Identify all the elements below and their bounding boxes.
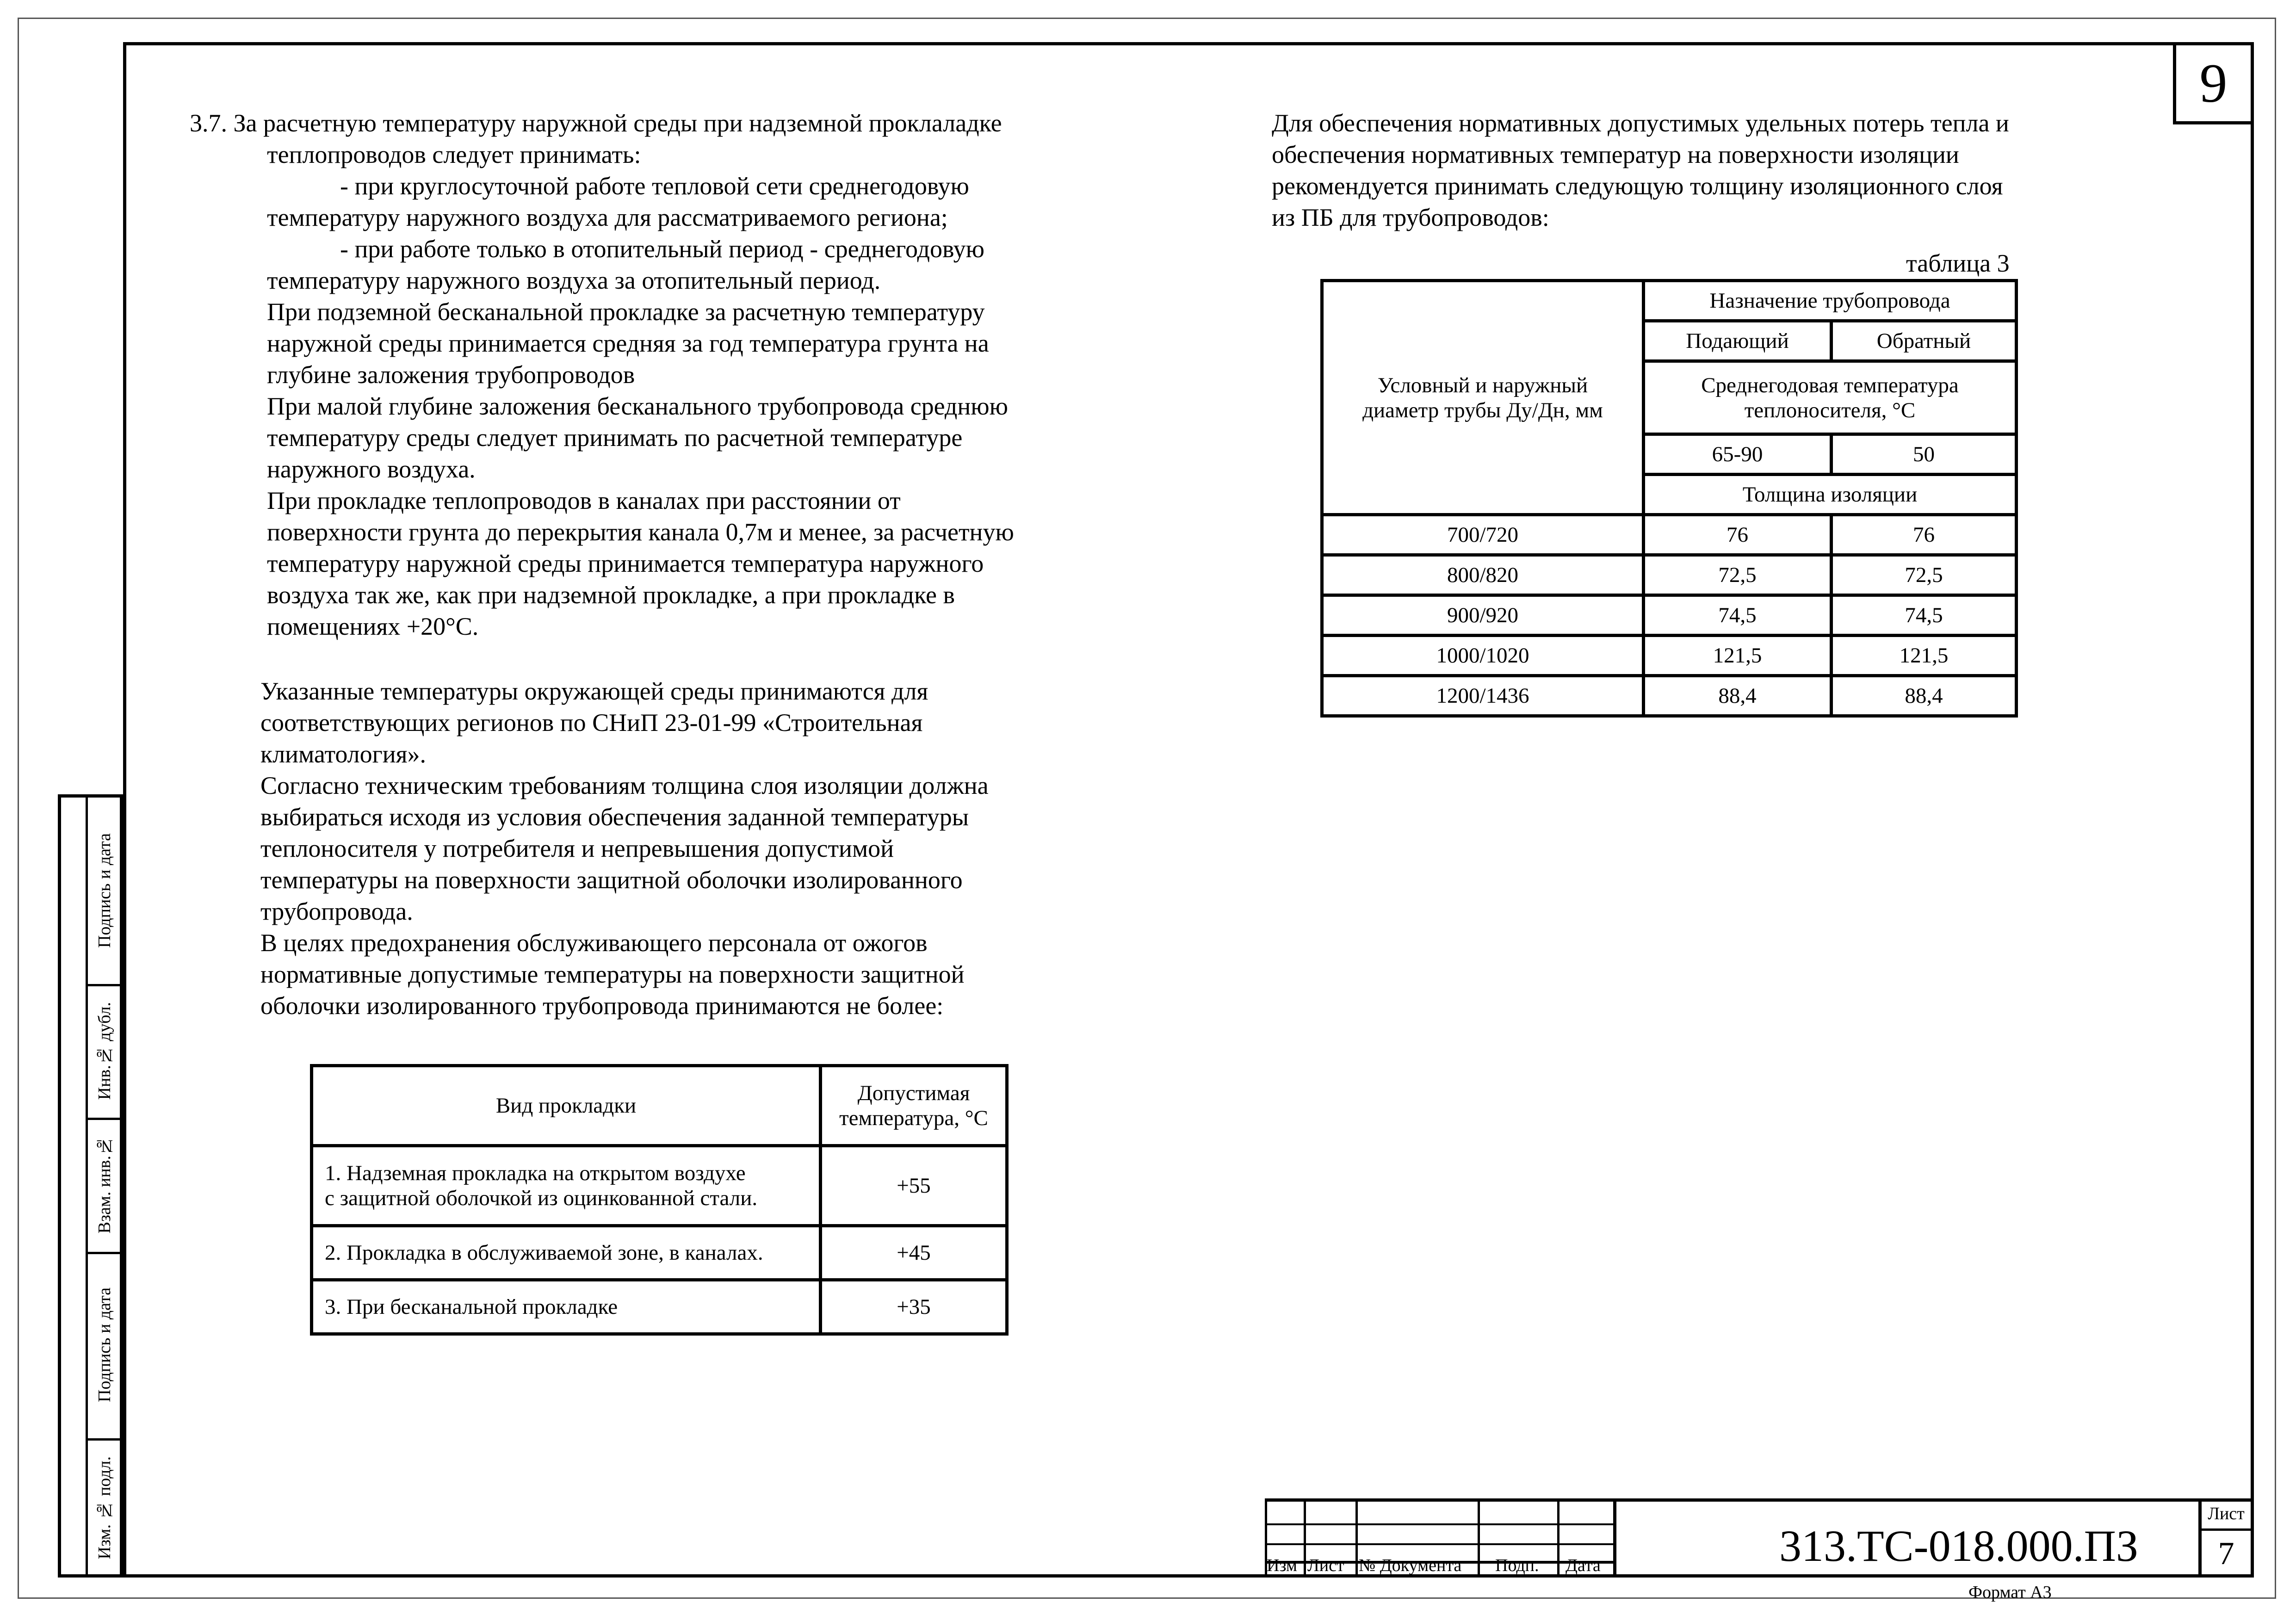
title-block <box>1265 1498 2254 1578</box>
strip-label-orig-inv: Изм. № подл. <box>94 1456 114 1559</box>
table-allowed-temperatures <box>310 1064 1009 1336</box>
table-row: 2. Прокладка в обслуживаемой зоне, в каналах. +45 <box>312 1226 1007 1280</box>
left-text-second-block: Указанные температуры окружающей среды принимаются для соответствующих регионов по СНиП 23-01-99 «Строительная климатология». Согласно техническим требованиям толщина слоя изоляции должна выбираться исходя из условия обеспечения заданной температуры теплоносителя у потребителя и непревышения допустимой температуры на поверхности защитной оболочки изолированного трубопровода. В целях предохранения обслуживающего персонала от ожогов нормативные допустимые температуры на поверхности защитной оболочки изолированного трубопровода принимаются не более: <box>260 677 989 1020</box>
table-header-thickness: Толщина изоляции <box>1644 475 2017 515</box>
table-row: 900/920 74,5 74,5 <box>1322 595 2017 636</box>
strip-label-inv-dup: Инв.№ дубл. <box>94 1002 114 1100</box>
document-code: 313.ТС-018.000.ПЗ <box>1779 1521 2139 1571</box>
sheet-number: 7 <box>2218 1536 2234 1572</box>
stamp-label-signature: Подп. <box>1495 1556 1539 1575</box>
strip-label-sign-date-1: Подпись и дата <box>94 833 114 948</box>
table-header-purpose: Назначение трубопровода <box>1644 281 2017 321</box>
table-row: 3. При бесканальной прокладке +35 <box>312 1280 1007 1334</box>
table-row: 1200/1436 88,4 88,4 <box>1322 676 2017 716</box>
table-row: 800/820 72,5 72,5 <box>1322 555 2017 595</box>
table-header-supply: Подающий <box>1644 321 1832 361</box>
table-header-allowed-temp: Допустимая температура, °С <box>821 1066 1007 1146</box>
sheet-label: Лист <box>2208 1504 2245 1523</box>
return-temp-value: 50 <box>1832 434 2017 475</box>
stamp-label-sheet: Лист <box>1307 1556 1344 1575</box>
left-text-section-3-7: 3.7. За расчетную температуру наружной среды при надземной проклаладке теплопроводов следует принимать: - при круглосуточной работе тепловой сети среднегодовую температуру наружного воздуха для рассматриваемого региона; - при работе только в отопительный период - среднегодовую температуру наружного воздуха за отопительный период. При подземной бесканальной прокладке за расчетную температуру наружной среды принимается средняя за год температура грунта на глубине заложения трубопроводов При малой глубине заложения бесканального трубопровода среднюю температуру среды следует принимать по расчетной температуре наружного воздуха. При прокладке теплопроводов в каналах при расстоянии от поверхности грунта до перекрытия канала 0,7м и менее, за расчетную температуру наружной среды принимается температура наружного воздуха так же, как при надземной прокладке, а при прокладке в помещениях +20°С. <box>190 109 1014 640</box>
table-header-return: Обратный <box>1832 321 2017 361</box>
table-header-laying-type: Вид прокладки <box>312 1066 821 1146</box>
stamp-label-document: № Документа <box>1359 1556 1462 1575</box>
strip-label-sign-date-2: Подпись и дата <box>94 1287 114 1403</box>
table-header-avg-temp: Среднегодовая температура теплоносителя, °С <box>1644 361 2017 434</box>
table-row: 1. Надземная прокладка на открытом воздухе с защитной оболочкой из оцинкованной стали. +55 <box>312 1146 1007 1226</box>
side-strip <box>58 794 123 1578</box>
strip-label-replace-inv: Взам. инв.№ <box>94 1136 114 1234</box>
table-3-caption: таблица 3 <box>1906 249 2010 277</box>
table-row: 1000/1020 121,5 121,5 <box>1322 636 2017 676</box>
right-text: Для обеспечения нормативных допустимых удельных потерь тепла и обеспечения нормативных температур на поверхности изоляции рекомендуется принимать следующую толщину изоляционного слоя из ПБ для трубопроводов: <box>1272 109 2009 231</box>
stamp-label-change: Изм <box>1267 1556 1297 1575</box>
table-row: 700/720 76 76 <box>1322 515 2017 555</box>
page-number: 9 <box>2173 42 2254 124</box>
table-header-diameter: Условный и наружный диаметр трубы Ду/Дн, мм <box>1322 281 1644 515</box>
table-insulation-thickness <box>1320 279 2018 718</box>
paper-format: Формат А3 <box>1968 1583 2052 1602</box>
supply-temp-value: 65-90 <box>1644 434 1832 475</box>
stamp-label-date: Дата <box>1566 1556 1601 1575</box>
